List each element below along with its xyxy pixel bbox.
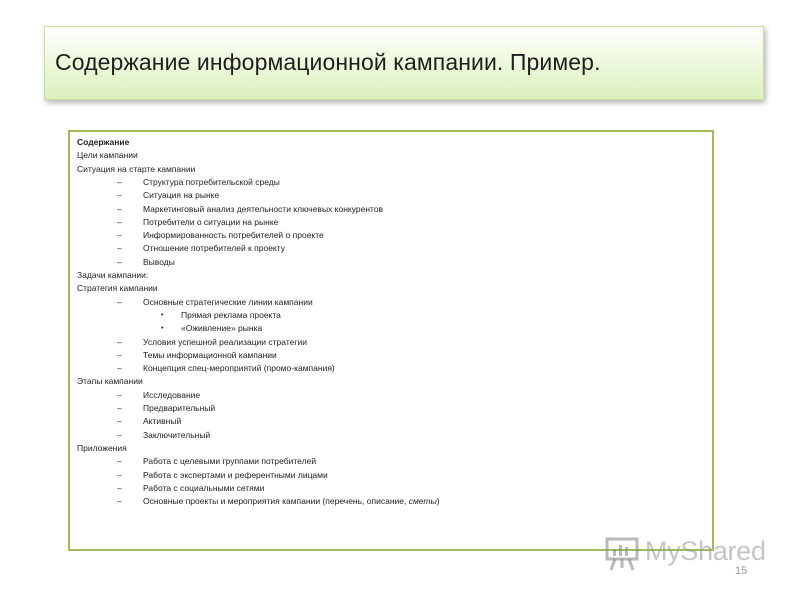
outline-item-text (143, 482, 264, 495)
outline-item-text (143, 389, 200, 402)
outline-item-text-italic: сметы (408, 496, 437, 507)
dash-marker: – (117, 349, 122, 360)
outline-item-text-main: Приложения (77, 442, 127, 453)
outline-item-text-main: Потребители о ситуации на рынке (143, 216, 279, 227)
dash-marker: – (117, 482, 122, 493)
outline-item-text (143, 362, 335, 375)
outline-item-text (77, 136, 129, 149)
dash-marker: – (117, 190, 122, 201)
outline-item-text (143, 203, 383, 216)
outline-item-text-main: Цели кампании (77, 150, 138, 161)
outline-item-text-main: Работа с социальными сетями (143, 482, 265, 493)
bullet-marker: • (161, 311, 164, 319)
dash-marker: – (117, 416, 122, 427)
bullet-marker: • (161, 325, 164, 333)
dash-marker: – (117, 336, 122, 347)
outline-item-text-main: Информированность потребителей о проекте (143, 230, 324, 241)
outline-item-text (77, 269, 148, 282)
outline-item-text-main: Структура потребительской среды (143, 176, 280, 187)
outline-item-text (143, 402, 215, 415)
outline-item-text-main: Ситуация на рынке (143, 190, 220, 201)
outline-item-text-main: Прямая реклама проекта (181, 309, 281, 320)
title-banner (44, 26, 764, 100)
watermark-text: MyShared (645, 536, 766, 566)
outline-item-text (181, 322, 262, 335)
outline-item-text-main: Основные проекты и мероприятия кампании (перечень, описание, (143, 496, 409, 507)
outline-item-text-main: Темы информационной кампании (143, 349, 277, 360)
outline-item-text-main: Работа с целевыми группами потребителей (143, 456, 317, 467)
dash-marker: – (117, 176, 122, 187)
outline-item-text (143, 349, 277, 362)
dash-marker: – (117, 256, 122, 267)
outline-item-text (77, 282, 158, 295)
dash-marker: – (117, 230, 122, 241)
outline-item-text (143, 242, 285, 255)
dash-marker: – (117, 456, 122, 467)
dash-marker: – (117, 389, 122, 400)
outline-item-text-main: Заключительный (143, 429, 211, 440)
outline-item-text (77, 442, 127, 455)
outline-item-text (143, 176, 280, 189)
outline-item-text-main: Отношение потребителей к проекту (143, 243, 285, 254)
outline-item-text-main: Основные стратегические линии кампании (143, 296, 313, 307)
dash-marker: – (117, 429, 122, 440)
outline-item-text-main: Выводы (143, 256, 175, 267)
dash-marker: – (117, 216, 122, 227)
dash-marker: – (117, 469, 122, 480)
presentation-board-icon (605, 536, 639, 572)
outline-item-text (77, 375, 143, 388)
outline-item-text (143, 189, 219, 202)
outline-item-text (143, 495, 440, 508)
outline-item-text (143, 415, 181, 428)
outline-item-text (77, 163, 195, 176)
outline-item-text-main: Исследование (143, 389, 201, 400)
outline-item-text (77, 149, 138, 162)
outline-item-text (143, 429, 210, 442)
outline-item-text (143, 216, 278, 229)
outline-item-text-main: Предварительный (143, 403, 216, 413)
outline-item-text (181, 309, 281, 322)
outline-item-text-main: Работа с экспертами и референтными лицами (143, 469, 328, 480)
outline-item-text (143, 336, 307, 349)
outline-item-text-main: Стратегия кампании (77, 283, 158, 294)
dash-marker: – (117, 203, 122, 214)
outline-item-text (143, 229, 324, 242)
outline-item-text-main: «Оживление» рынка (181, 323, 263, 334)
outline-item-text (143, 455, 316, 468)
page-number: 15 (735, 565, 748, 577)
outline-item-text-main: Условия успешной реализации стратегии (143, 336, 307, 347)
outline-item-text-main: Задачи кампании: (77, 270, 149, 280)
outline-item-text-main: Активный (143, 416, 182, 427)
dash-marker: – (117, 403, 122, 413)
outline-item-text-main: Содержание (77, 137, 130, 147)
dash-marker: – (117, 243, 122, 254)
outline-item-text (143, 256, 175, 269)
outline-item-text-main: Концепция спец-мероприятий (промо-кампания) (143, 363, 335, 374)
dash-marker: – (117, 296, 122, 307)
outline-item-text (143, 469, 328, 482)
dash-marker: – (117, 496, 122, 507)
outline-item-text-main: Этапы кампании (77, 376, 143, 387)
slide-title: Содержание информационной кампании. Пример. (55, 49, 601, 75)
outline-item-text (143, 296, 313, 309)
content-box (68, 130, 714, 551)
outline-item-text-main: Маркетинговый анализ деятельности ключевых конкурентов (143, 203, 384, 214)
outline-item-text-main: Ситуация на старте кампании (77, 163, 196, 174)
dash-marker: – (117, 363, 122, 374)
outline-item-text-suffix: ) (436, 496, 440, 507)
